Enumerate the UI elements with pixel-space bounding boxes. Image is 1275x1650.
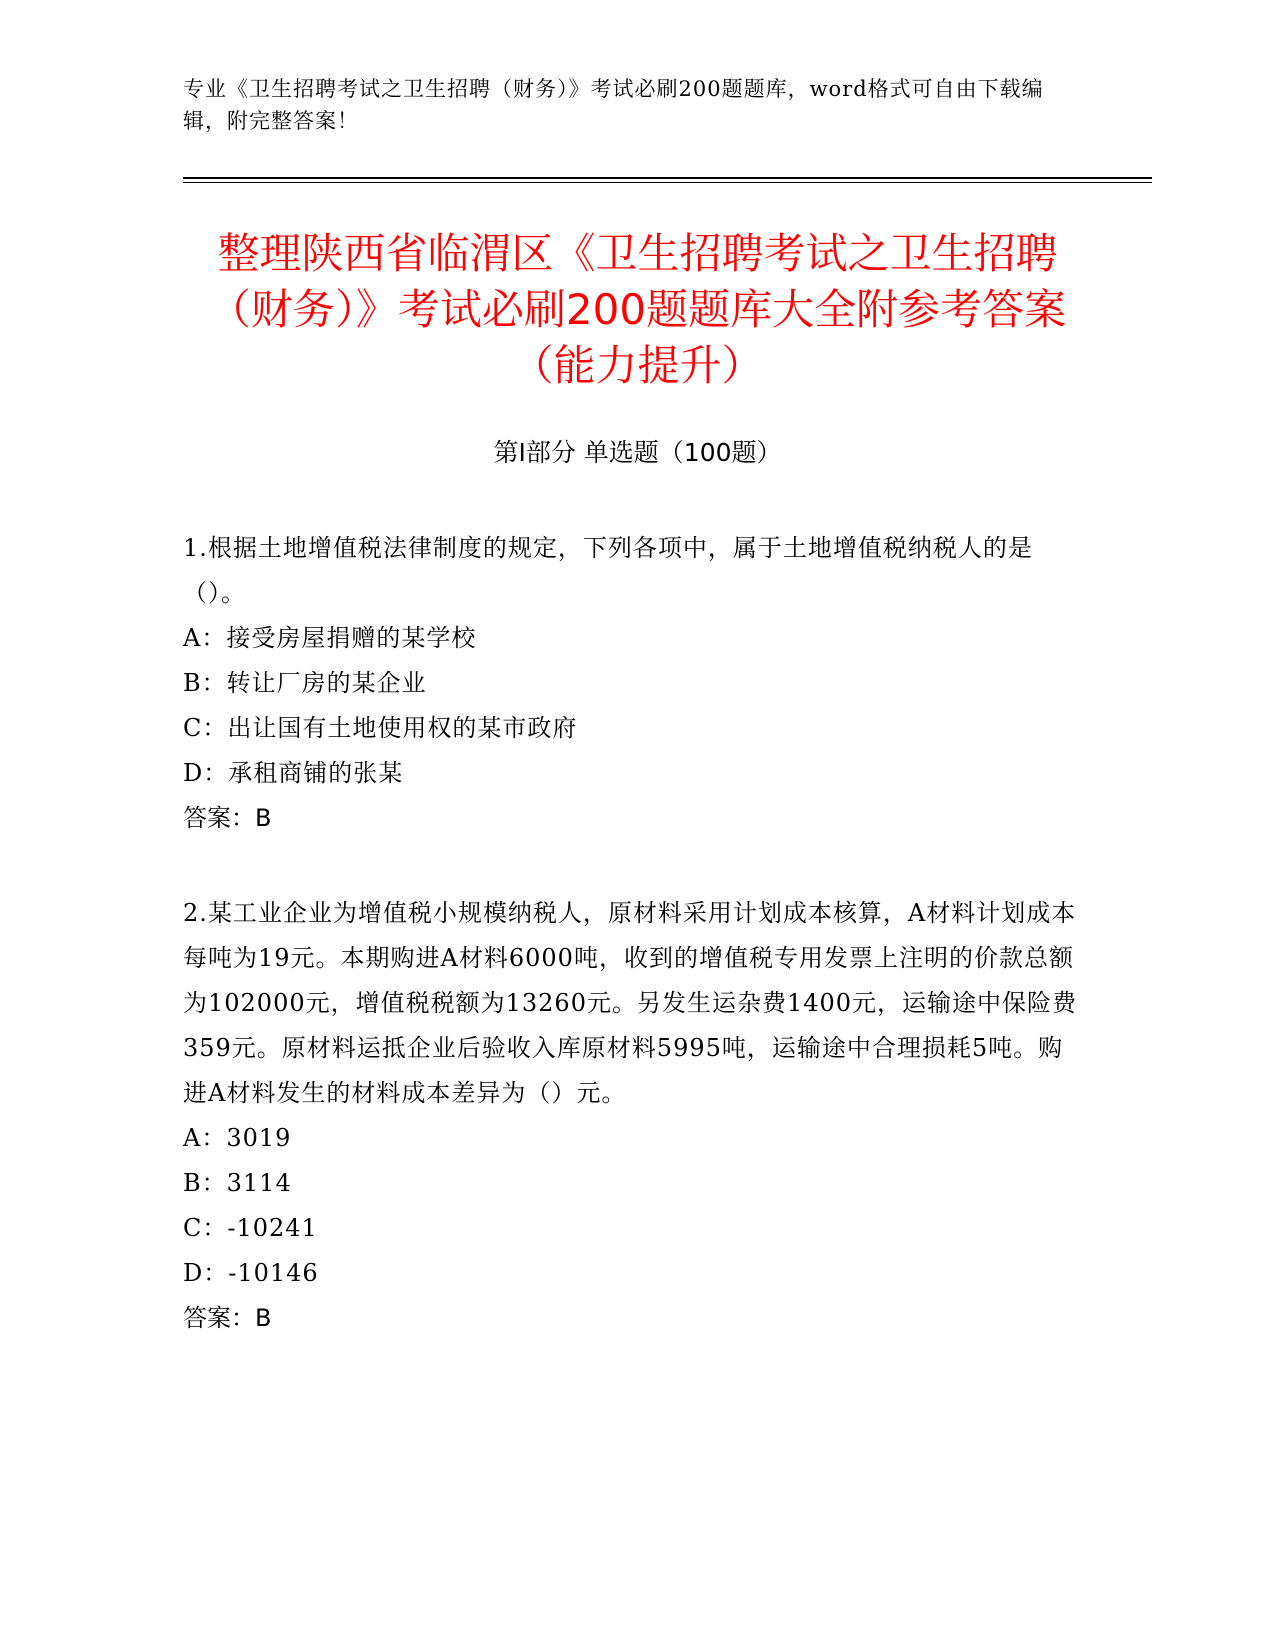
option-c: C：-10241 [183,1214,318,1242]
option-a: A：接受房屋捐赠的某学校 [183,624,477,652]
question-stem: 2.某工业企业为增值税小规模纳税人，原材料采用计划成本核算，A材料计划成本每吨为19元。本期购进A材料6000吨，收到的增值税专用发票上注明的价款总额为102000元，增值税税额为13260元。另发生运杂费1400元，运输途中保险费359元。原材料运抵企业后验收入库原材料5995吨，运输途中合理损耗5吨。购进A材料发生的材料成本差异为（）元。 [183,899,1078,1107]
question-item [183,891,1083,1341]
answer-line: 答案：B [183,1304,272,1332]
option-a: A：3019 [183,1124,292,1152]
question-stem: 1.根据土地增值税法律制度的规定，下列各项中，属于土地增值税纳税人的是（）。 [183,534,1033,607]
question-item [183,526,1083,841]
option-d: D：承租商铺的张某 [183,759,404,787]
answer-line: 答案：B [183,804,272,832]
section-title: 第Ⅰ部分 单选题（100题） [493,438,782,467]
option-b: B：转让厂房的某企业 [183,669,427,697]
header-note: 专业《卫生招聘考试之卫生招聘（财务）》考试必刷200题题库，word格式可自由下载编辑，附完整答案！ [183,77,1044,133]
document-title: 整理陕西省临渭区《卫生招聘考试之卫生招聘（财务）》考试必刷200题题库大全附参考答案（能力提升） [208,229,1067,390]
option-d: D：-10146 [183,1259,319,1287]
option-c: C：出让国有土地使用权的某市政府 [183,714,578,742]
header-divider-thick [183,177,1152,179]
header-divider-thin [183,182,1152,183]
option-b: B：3114 [183,1169,292,1197]
